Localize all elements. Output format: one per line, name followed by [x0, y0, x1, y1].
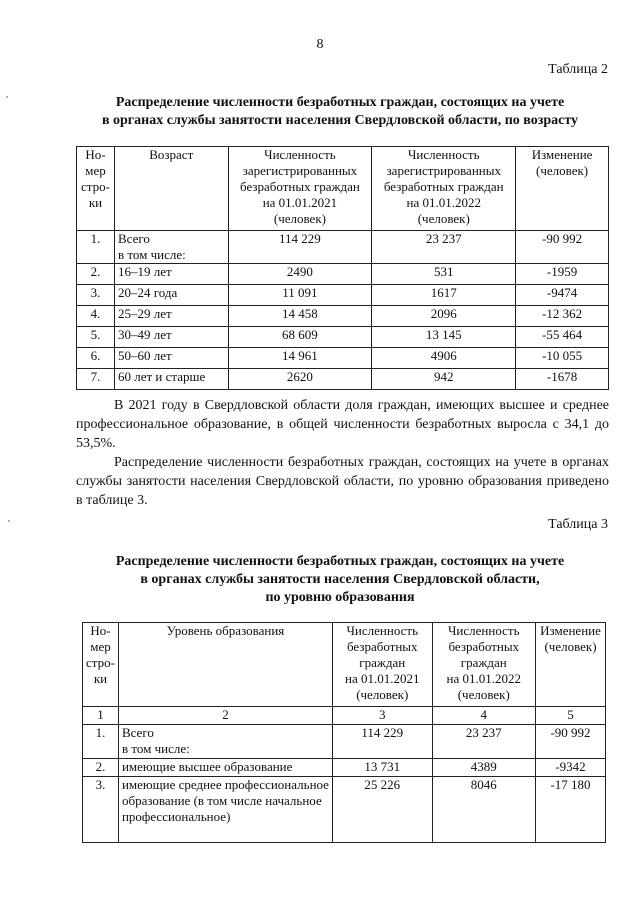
header-row-number: Но- мер стро- ки: [83, 623, 119, 707]
table-row: [83, 777, 606, 843]
row-number: 3.: [83, 777, 119, 843]
row-number: 4.: [77, 306, 115, 327]
header-count-2022: Численность безработных граждан на 01.01.2022 (человек): [432, 623, 535, 707]
row-label: имеющие среднее профессиональное образование (в том числе начальное профессиональное): [118, 777, 332, 843]
value-change: -9342: [536, 759, 606, 777]
column-number: 5: [536, 707, 606, 725]
value-2022: 4389: [432, 759, 535, 777]
value-2022: 942: [372, 369, 516, 390]
row-number: 1.: [83, 725, 119, 759]
row-label: 50–60 лет: [114, 348, 228, 369]
row-label: имеющие высшее образование: [118, 759, 332, 777]
table-row: [77, 306, 609, 327]
value-2021: 68 609: [228, 327, 372, 348]
value-2021: 114 229: [332, 725, 432, 759]
scan-speck: [8, 520, 10, 522]
table-2: [76, 146, 609, 390]
value-2021: 13 731: [332, 759, 432, 777]
value-2021: 2490: [228, 264, 372, 285]
page-number: 8: [316, 37, 324, 52]
table-2-label: Таблица 2: [548, 62, 608, 77]
table-3-title: [70, 553, 610, 607]
row-label: 16–19 лет: [114, 264, 228, 285]
table-3-title-line-3: по уровню образования: [265, 590, 415, 605]
value-2021: 25 226: [332, 777, 432, 843]
value-2022: 23 237: [432, 725, 535, 759]
value-change: -1959: [516, 264, 609, 285]
value-2022: 8046: [432, 777, 535, 843]
row-label: 30–49 лет: [114, 327, 228, 348]
table-row: [83, 725, 606, 759]
row-label: 20–24 года: [114, 285, 228, 306]
scan-speck: [6, 96, 8, 98]
row-number: 7.: [77, 369, 115, 390]
table-row: [77, 327, 609, 348]
table-row: [77, 285, 609, 306]
row-number: 1.: [77, 231, 115, 264]
header-count-2021: Численность зарегистрированных безработных граждан на 01.01.2021 (человек): [228, 147, 372, 231]
value-2021: 14 961: [228, 348, 372, 369]
header-change: Изменение (человек): [536, 623, 606, 707]
header-change: Изменение (человек): [516, 147, 609, 231]
row-number: 3.: [77, 285, 115, 306]
value-2022: 13 145: [372, 327, 516, 348]
header-age: Возраст: [114, 147, 228, 231]
column-number: 3: [332, 707, 432, 725]
paragraph-2: Распределение численности безработных граждан, состоящих на учете в органах службы занятости населения Свердловской области, по уровню образования приведено в таблице 3.: [76, 455, 609, 508]
table-3-header-row: [83, 623, 606, 707]
value-change: -90 992: [516, 231, 609, 264]
table-row: [77, 369, 609, 390]
table-3-title-line-1: Распределение численности безработных граждан, состоящих на учете: [115, 554, 565, 569]
value-2021: 11 091: [228, 285, 372, 306]
value-change: -10 055: [516, 348, 609, 369]
header-count-2021: Численность безработных граждан на 01.01.2021 (человек): [332, 623, 432, 707]
table-2-header-row: [77, 147, 609, 231]
row-label: 25–29 лет: [114, 306, 228, 327]
value-2022: 531: [372, 264, 516, 285]
column-number: 4: [432, 707, 535, 725]
value-change: -17 180: [536, 777, 606, 843]
header-education-level: Уровень образования: [118, 623, 332, 707]
table-row: [83, 759, 606, 777]
header-row-number: Но- мер стро- ки: [77, 147, 115, 231]
table-3-label: Таблица 3: [548, 517, 608, 532]
value-change: -12 362: [516, 306, 609, 327]
table-3: [82, 622, 606, 843]
column-number: 2: [118, 707, 332, 725]
paragraph-1: В 2021 году в Свердловской области доля граждан, имеющих высшее и среднее профессиональное образование, в общей численности безработных выросла с 34,1 до 53,5%.: [76, 398, 609, 451]
table-row: [77, 348, 609, 369]
value-2022: 2096: [372, 306, 516, 327]
column-number-row: [83, 707, 606, 725]
row-label: 60 лет и старше: [114, 369, 228, 390]
row-number: 2.: [77, 264, 115, 285]
column-number: 1: [83, 707, 119, 725]
table-2-title-line-1: Распределение численности безработных граждан, состоящих на учете: [115, 95, 565, 110]
value-2022: 4906: [372, 348, 516, 369]
value-change: -90 992: [536, 725, 606, 759]
header-count-2022: Численность зарегистрированных безработных граждан на 01.01.2022 (человек): [372, 147, 516, 231]
table-row: [77, 231, 609, 264]
table-row: [77, 264, 609, 285]
row-number: 6.: [77, 348, 115, 369]
value-2022: 1617: [372, 285, 516, 306]
row-number: 2.: [83, 759, 119, 777]
table-3-title-line-2: в органах службы занятости населения Свердловской области,: [140, 572, 540, 587]
value-2021: 114 229: [228, 231, 372, 264]
value-2022: 23 237: [372, 231, 516, 264]
value-change: -55 464: [516, 327, 609, 348]
value-change: -9474: [516, 285, 609, 306]
row-number: 5.: [77, 327, 115, 348]
row-label: Всего в том числе:: [118, 725, 332, 759]
table-2-title-line-2: в органах службы занятости населения Свердловской области, по возрасту: [101, 113, 579, 128]
table-2-title: [70, 94, 610, 130]
row-label: Всего в том числе:: [114, 231, 228, 264]
value-2021: 2620: [228, 369, 372, 390]
value-2021: 14 458: [228, 306, 372, 327]
value-change: -1678: [516, 369, 609, 390]
